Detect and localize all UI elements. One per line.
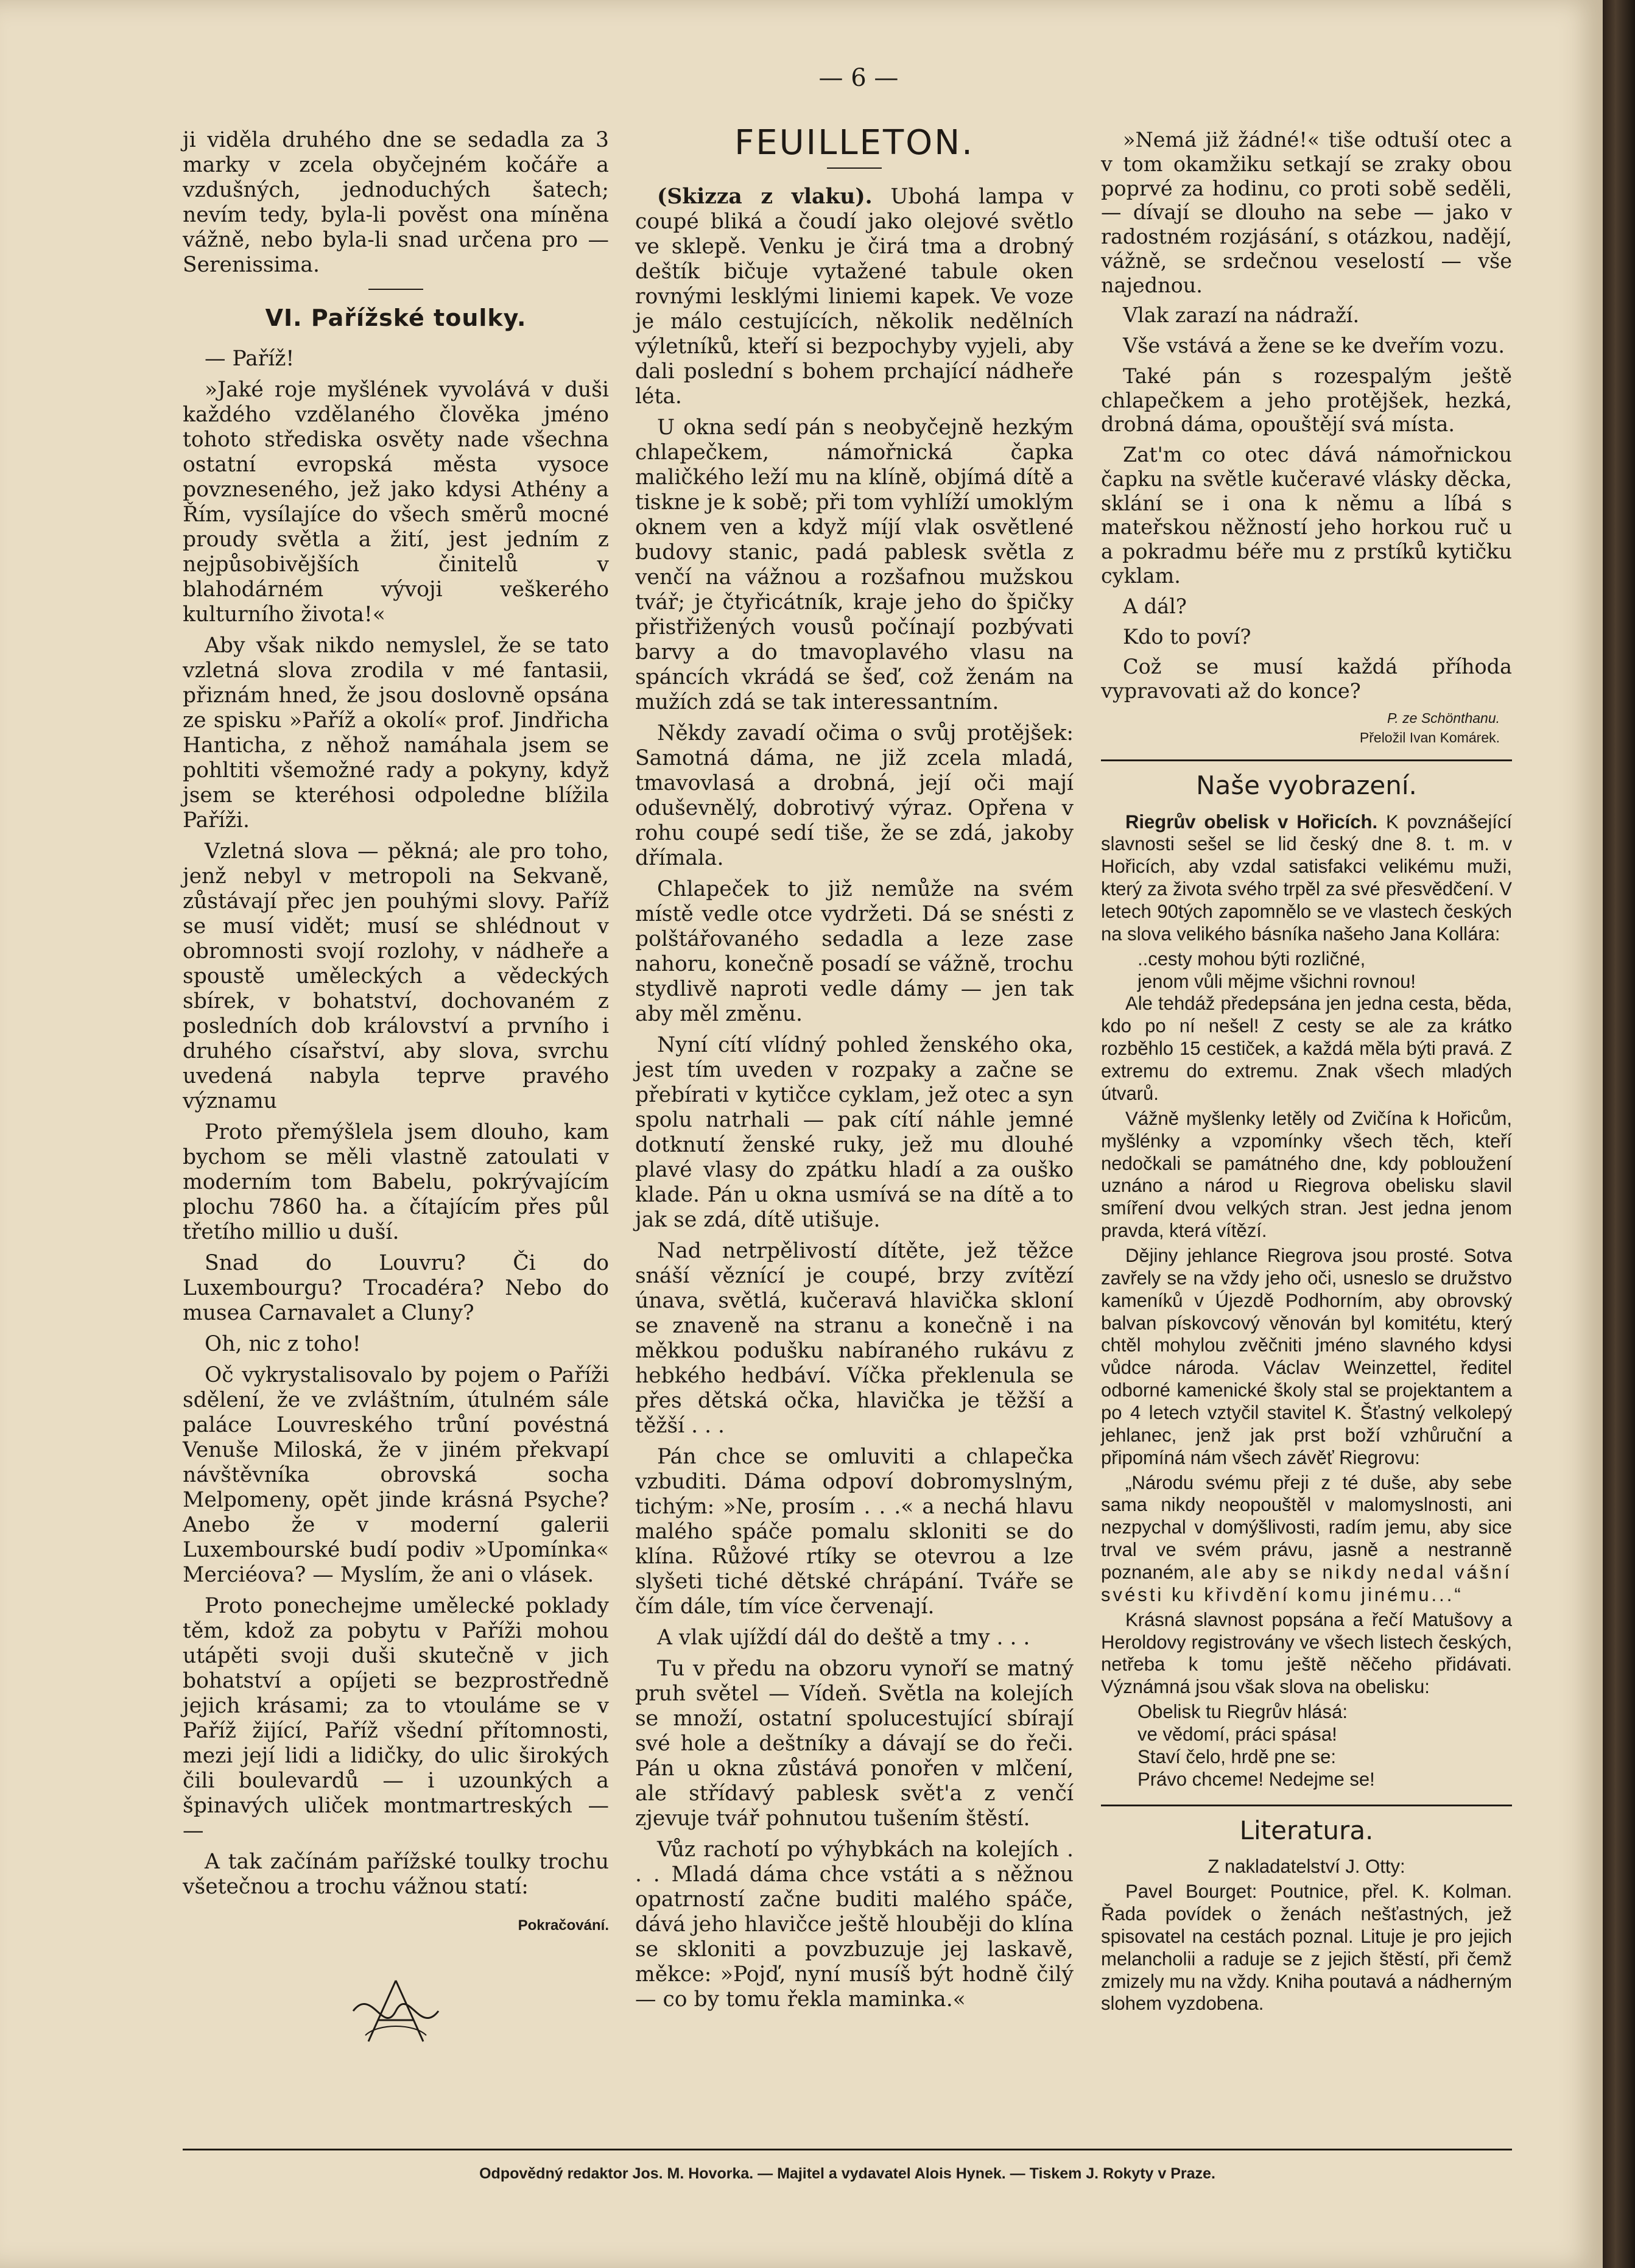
paragraph: Chlapeček to již nemůže na svém místě vedle otce vydržeti. Dá se snésti z polštářovaného sedadla a leze zase nahoru, konečně posadí se vážně, trochu stydlivě naproti vedle dámy — jen tak aby měl změnu.: [635, 877, 1074, 1026]
column-left: [183, 128, 609, 2048]
author-name: P. ze Schönthanu.: [1387, 710, 1500, 726]
quote-paragraph: [1101, 1472, 1512, 1607]
feuilleton-title: FEUILLETON.: [734, 123, 974, 163]
article-body: [183, 347, 609, 1900]
paragraph: — Paříž!: [205, 347, 295, 371]
paragraph: »Jaké roje myšlének vyvolává v duši každého vzdělaného člověka jméno tohoto střediska osvěty nade všechna ostatní evropská města vysoce povzneseného, jež jako kdysi Athény a Řím, vysílajíce do všech směrů mocné proudy světla a žití, jest jedním z nejpůsobivějších činitelů v blahodárném vývoji veškerého kulturního života!«: [183, 378, 609, 627]
paragraph: A tak začínám pařížské toulky trochu všetečnou a trochu vážnou statí:: [183, 1850, 609, 1899]
paragraph: Tu v předu na obzoru vynoří se matný pruh světel — Vídeň. Světla na kolejích se množí, ostatní spolucestující sbírají své hole a deštníky a dávají se do řeči. Pán u okna zůstává ponořen v mlčení, ale střídavý pablesk svět'a z venčí zjevuje tvář pohnutou tušením štěstí.: [635, 1657, 1074, 1831]
feuilleton-subtitle: (Skizza z vlaku).: [657, 185, 873, 209]
divider: [827, 167, 882, 169]
images-lead: Riegrův obelisk v Hořicích.: [1125, 811, 1378, 833]
section-divider: [1101, 759, 1512, 761]
imprint-footer: Odpovědný redaktor Jos. M. Hovorka. — Majitel a vydavatel Alois Hynek. — Tiskem J. Rokyty v Praze.: [479, 2165, 1215, 2182]
intro-paragraph: ji viděla druhého dne se sedadla za 3 marky v zcela obyčejném kočáře a vzdušných, jednoduchých šatech; nevím tedy, byla-li pověst ona míněna vážně, nebo byla-li snad určena pro — Serenissima.: [183, 128, 609, 277]
paragraph: Dějiny jehlance Riegrova jsou prosté. Sotva zavřely se na vždy jeho oči, usneslo se družstvo kameníků v Újezdě Podhorním, aby obrovský balvan pískovcový věnován byl komitétu, který chtěl mohylou zvěčniti jméno slavného kdysi vůdce národa. Václav Weinzettel, ředitel odborné kamenické školy stal se projektantem a po 4 letech vztyčil stavitel K. Šťastný velkolepý jehlanec, jenž jak prst boží vzhůruční a připomíná nám všech závěť Riegrovu:: [1101, 1244, 1512, 1468]
images-first-paragraph: [1101, 811, 1512, 946]
verse-line: Obelisk tu Riegrův hlásá:: [1137, 1701, 1348, 1723]
literature-body: [1101, 1856, 1512, 2015]
paragraph: Zat'm co otec dává námořnickou čapku na světle kučeravé vlásky děcka, sklání se i ona k němu a líbá s mateřskou něžností jeho horkou ruč u a pokradmu béře mu z prstíků kytičku cyklam.: [1101, 443, 1512, 588]
decorative-ornament-icon: [341, 1974, 451, 2048]
paragraph: Někdy zavadí očima o svůj protějšek: Samotná dáma, ne již zcela mladá, tmavovlasá a drobná, její oči mají oduševnělý, dobrotivý výraz. Opřena v rohu coupé sedí tiše, že se zdá, jakoby dřímala.: [635, 721, 1074, 870]
paragraph: Ale tehdáž předepsána jen jedna cesta, běda, kdo po ní nešel! Z cesty se ale za krátko rozběhlo 15 cestiček, a každá měla býti pravá. Z extremu do extremu. Znak všech mladých útvarů.: [1101, 993, 1512, 1104]
footer-divider: [183, 2149, 1512, 2150]
paragraph: Oh, nic z toho!: [205, 1332, 361, 1356]
paragraph: Kdo to poví?: [1123, 624, 1251, 649]
verse-line: jenom vůli mějme všichni rovnou!: [1137, 970, 1416, 992]
paragraph: Což se musí každá příhoda vypravovati až do konce?: [1101, 655, 1512, 703]
verse-line: ve vědomí, práci spása!: [1137, 1723, 1337, 1745]
paragraph: Vůz rachotí po výhybkách na kolejích . . . Mladá dáma chce vstáti a s něžnou opatrností začne buditi malého spáče, dává jeho hlavičce ještě hlouběji do klína se skloniti a povzbuzuje jej laskavě, měkce: »Pojď, nyní musíš být hodně čilý — co by tomu řekla maminka.«: [635, 1837, 1074, 2012]
quote-text: „Národu svému přeji z té duše, aby sebe sama nikdy neopouštěl v malomyslnosti, ani nezpychal v domýšlivosti, radím jemu, aby sice trval ve svém právu, jasně a nestranně poznaném,: [1101, 1471, 1512, 1583]
literature-paragraph: Pavel Bourget: Poutnice, přel. K. Kolman. Řada povídek o ženách nešťastných, jež spisovatel na cestách poznal. Lituje je pro jejich melancholii a raduje se z jejich štěstí, při čemž zmizely mu na vždy. Kniha poutavá a nádherným slohem vyzdobena.: [1101, 1881, 1512, 2015]
column-right: [1101, 128, 1512, 2018]
continuation-note: Pokračování.: [518, 1917, 609, 1934]
paragraph: Snad do Louvru? Či do Luxembourgu? Trocadéra? Nebo do musea Carnavalet a Cluny?: [183, 1251, 609, 1325]
paragraph: U okna sedí pán s neobyčejně hezkým chlapečkem, námořnická čapka maličkého leží mu na klíně, objímá dítě a tiskne je k sobě; při tom vyhlíží umoklým oknem ven a když míjí vlak osvětlené budovy stanic, padá pablesk světla z venčí na vážnou a rozšafnou mužskou tvář; je čtyřicátník, kraje jeho do špičky přistřižených vousů počínají pozbývati barvy a do tmavoplavého vlasu na spáncích vkrádá se šeď, což ženám na mužích zdá se tak interessantním.: [635, 415, 1074, 714]
section-title: VI. Pařížské toulky.: [265, 305, 527, 331]
paragraph: Aby však nikdo nemyslel, že se tato vzletná slova zrodila v mé fantasii, přiznám hned, že jsou doslovně opsána ze spisku »Paříž a okolí« prof. Jindřicha Hanticha, z něhož namáhala jsem se pohltiti všemožné rady a pokyny, když jsem se kteréhosi odpoledne blížila Paříži.: [183, 633, 609, 833]
paragraph: Nad netrpělivostí dítěte, jež těžce snáší věznící je coupé, brzy zvítězí únava, světlá, kučeravá hlavička skloní se znaveně na stranu a konečně i na měkkou podušku nabíraného rukávu z hebkého hedbáví. Víčka překlenula se přes dětská očka, hlavička je těžší a těžší . . .: [635, 1239, 1074, 1438]
verse-line: Staví čelo, hrdě pne se:: [1137, 1745, 1337, 1767]
quote-spaced: ale aby se nikdy nedal vášní svésti ku křivdění komu jinému...“: [1101, 1561, 1512, 1605]
signature-translator: Přeložil Ivan Komárek.: [1359, 729, 1500, 745]
paragraph: Nyní cítí vlídný pohled ženského oka, jest tím uveden v rozpaky a začne se přebírati v kytičce cyklam, jež otec a syn spolu natrhali — pak cítí náhle jemné dotknutí ženské ruky, jež mu dlouhé plavé vlasy do zpátku hladí a za ouško klade. Pán u okna usmívá se na dítě a to jak se zdá, dítě utišuje.: [635, 1033, 1074, 1232]
column-middle: [635, 123, 1074, 2018]
feuilleton-first-paragraph: [635, 185, 1074, 409]
paragraph: Proto ponechejme umělecké poklady těm, kdož za pobytu v Paříži mohou utápěti svoji duši skutečně v jich bohatství a opíjeti se bezprostředně jejich krásami; za to vtouláme se v Paříž žijící, Paříž všední přítomnosti, mezi její lidi a lidičky, do ulic širokých čili boulevardů — i uzounkých a špinavých uliček montmartreských — —: [183, 1594, 609, 1843]
paragraph: Také pán s rozespalým ještě chlapečkem a jeho protějšek, hezká, drobná dáma, opouštějí svá místa.: [1101, 364, 1512, 437]
images-section-title: Naše vyobrazení.: [1196, 770, 1417, 800]
feuilleton-body: [635, 415, 1074, 2012]
paragraph: Proto přemýšlela jsem dlouho, kam bychom se měli vlastně zatoulati v moderním tom Babelu, pokrývajícím plochu 7860 ha. a čítajícím přes půl třetího millio u duší.: [183, 1120, 609, 1244]
page-number: — 6 —: [818, 64, 899, 92]
paragraph: A vlak ujíždí dál do deště a tmy . . .: [657, 1625, 1030, 1650]
paragraph-text: Ubohá lampa v coupé bliká a čoudí jako olejové světlo ve sklepě. Venku je čirá tma a drobný deštík bičuje vytažené tabule oken rovnými lesklými liniemi kapek. Ve voze je málo cestujících, několik nedělních výletníků, kteří si bezpochyby vyjeli, aby dali poslední s bohem prchající nádheře léta.: [635, 185, 1074, 409]
images-section-body: [1101, 811, 1512, 1791]
section-divider: [1101, 1805, 1512, 1806]
literature-publisher: Z nakladatelství J. Otty:: [1208, 1856, 1405, 1878]
signature-author: [1101, 710, 1500, 727]
paragraph: Krásná slavnost popsána a řečí Matušovy a Heroldovy registrovány ve všech listech českých, netřeba k tomu ještě něčeho přidávati. Význámná jsou však slova na obelisku:: [1101, 1608, 1512, 1698]
paragraph: Vše vstává a žene se ke dveřím vozu.: [1123, 334, 1505, 358]
paragraph: Oč vykrystalisovalo by pojem o Paříži sdělení, že ve zvláštním, útulném sále paláce Louvreského trůní povéstná Venuše Miloská, že v jiném překvapí návštěvníka obrovská socha Melpomeny, opět jinde krásná Psyche? Anebo že v moderní galerii Luxembourské budí podiv »Upomínka« Merciéova? — Myslím, že ani o vlásek.: [183, 1363, 609, 1587]
literature-title: Literatura.: [1239, 1815, 1374, 1845]
verse-line: ..cesty mohou býti rozličné,: [1137, 948, 1366, 970]
divider: [368, 289, 423, 290]
book-spine: [1603, 0, 1635, 2268]
paragraph: A dál?: [1123, 594, 1187, 618]
paragraph: Vlak zarazí na nádraží.: [1123, 303, 1360, 328]
paragraph-text: K povznášející slavnosti sešel se lid český dne 8. t. m. v Hořicích, aby vzdal satisfakci velikému muži, který za života svého trpěl za své přesvědčení. V letech 90tých zapomnělo se ve vlastech českých na slova velikého básníka našeho Jana Kollára:: [1101, 811, 1512, 945]
feuilleton-continued: [1101, 128, 1512, 703]
paragraph: Pán chce se omluviti a chlapečka vzbuditi. Dáma odpoví dobromyslným, tichým: »Ne, prosím . . .« a nechá hlavu malého spáče pomalu skloniti se do klína. Růžové rtíky se otevrou a lze slyšeti tiché dětské chrápání. Tváře se čím dále, tím více červenají.: [635, 1445, 1074, 1619]
paragraph: Vážně myšlenky letěly od Zvičína k Hořicům, myšlénky a vzpomínky všech těch, kteří nedočkali se památného dne, kdy pobloužení uznáno a národ u Riegrova obelisku slavil smíření dvou velkých stran. Jest jedna jenom pravda, která vítězí.: [1101, 1107, 1512, 1242]
paragraph: Vzletná slova — pěkná; ale pro toho, jenž nebyl v metropoli na Sekvaně, zůstávají přec jen pouhými slovy. Paříž se musí vidět; musí se shlédnout v obromnosti svojí rozlohy, v nádheře a spoustě uměleckých a vědeckých sbírek, v bohatství, dochovaném z posledních dob království a prvního i druhého císařství, aby slova, svrchu uvedená nabyla teprve pravého významu: [183, 839, 609, 1113]
paragraph: »Nemá již žádné!« tiše odtuší otec a v tom okamžiku setkají se zraky obou poprvé za hodinu, co proti sobě seděli, — dívají se dlouho na sebe — jako v radostném rozjásání, s otázkou, nadějí, vážně, se srdečnou veselostí — vše najednou.: [1101, 128, 1512, 297]
verse-line: Právo chceme! Nedejme se!: [1137, 1768, 1375, 1790]
